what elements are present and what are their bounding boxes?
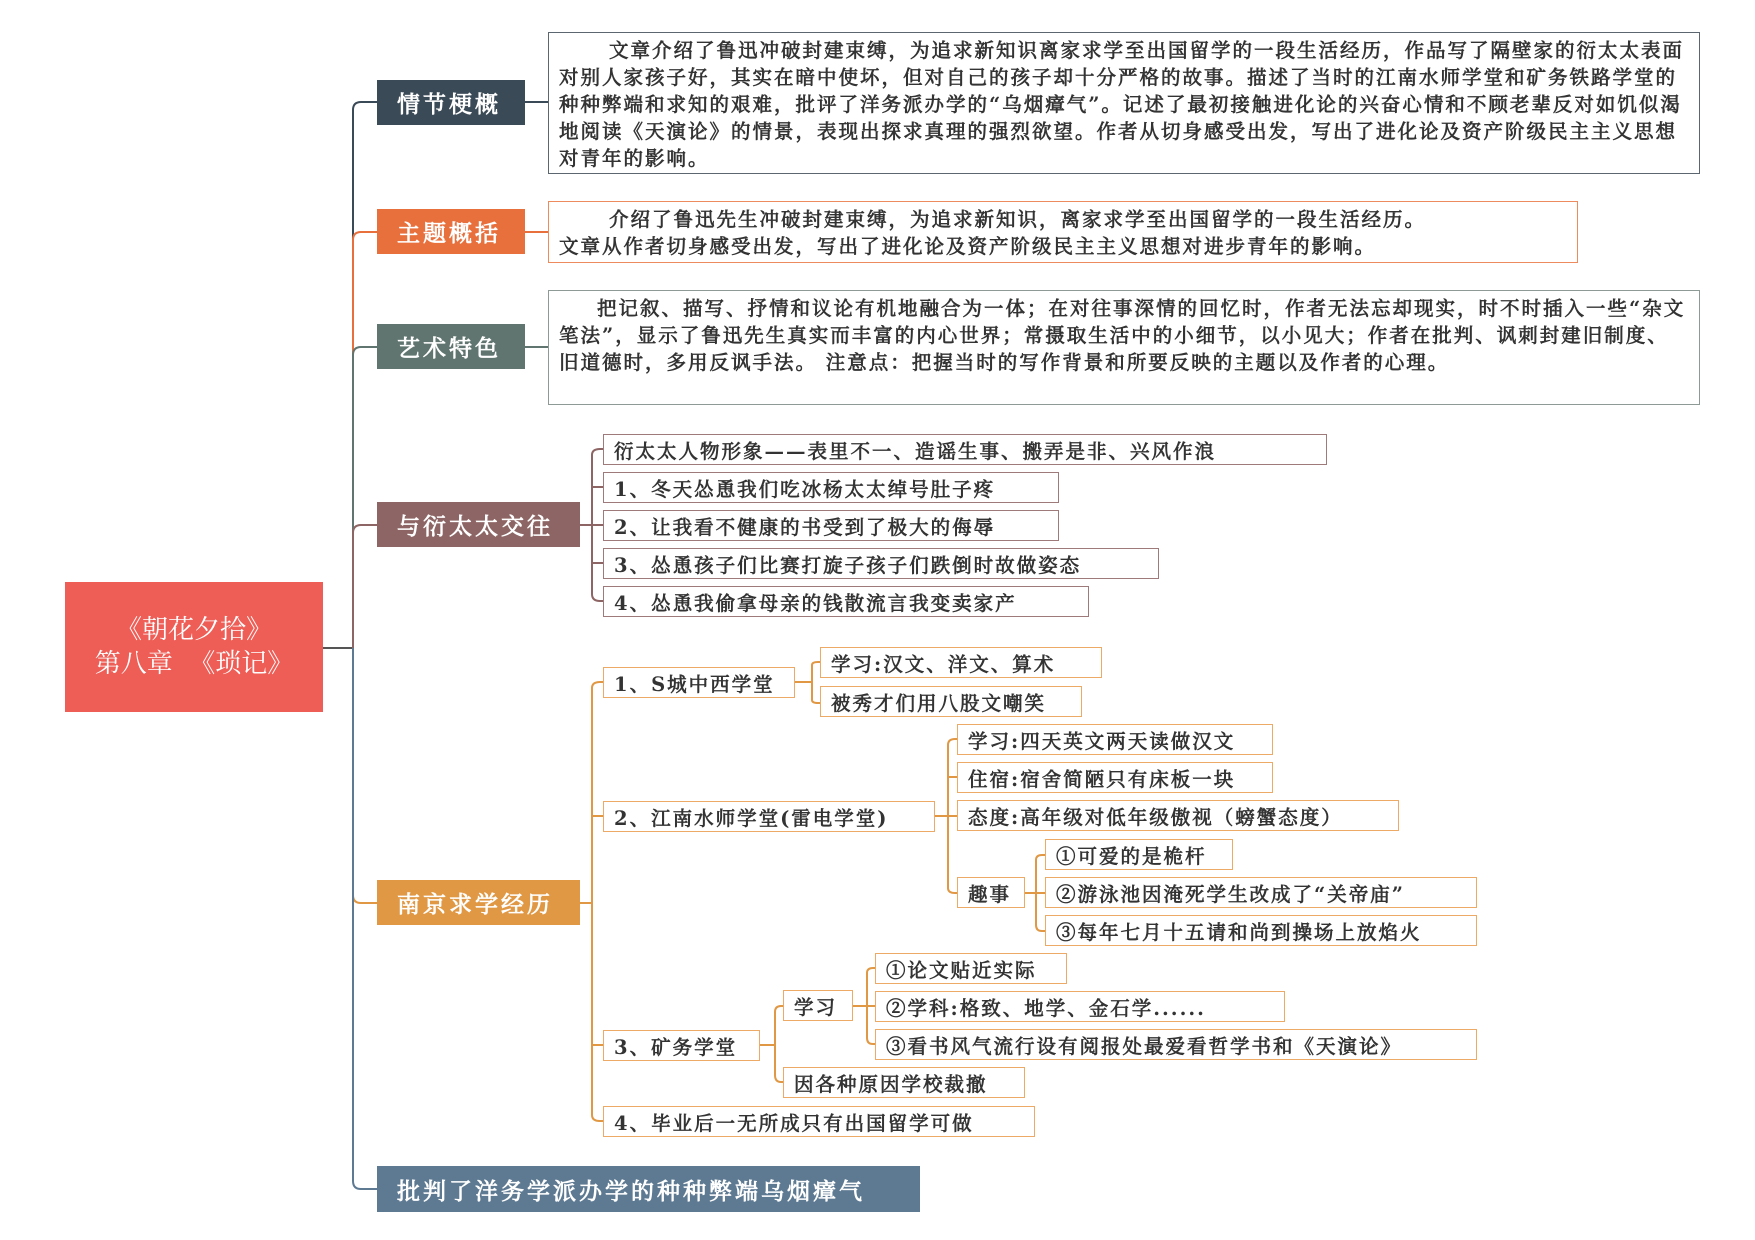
connector-to-theme <box>353 232 377 648</box>
connector-to-plot <box>353 102 377 648</box>
school3-closing-label: 因各种原因学校裁撤 <box>794 1072 988 1096</box>
connector-nanjing-items <box>580 682 603 1121</box>
connector-school2-items <box>935 739 957 893</box>
connector-study-items <box>853 968 875 1044</box>
yan-item-label: 1、冬天怂恿我们吃冰杨太太绰号肚子疼 <box>614 477 996 501</box>
connector-to-nanjing <box>353 648 377 903</box>
school2-study[interactable] <box>957 724 1273 755</box>
yan-item-label: 4、怂恿我偷拿母亲的钱散流言我变卖家产 <box>614 591 1017 615</box>
after-graduation[interactable] <box>603 1106 1035 1137</box>
branch-nanjing-study[interactable] <box>377 880 580 925</box>
yan-item-4[interactable] <box>603 586 1089 617</box>
school3-study-node[interactable] <box>783 990 853 1021</box>
school2-node[interactable] <box>603 801 935 832</box>
school1-item-label: 被秀才们用八股文嘲笑 <box>831 691 1047 715</box>
yan-item-1[interactable] <box>603 472 1059 503</box>
school2-attitude[interactable] <box>957 800 1399 831</box>
connector-to-art <box>353 347 377 648</box>
branch-plot-label: 情节梗概 <box>397 91 501 118</box>
school3-label: 3、矿务学堂 <box>614 1035 738 1059</box>
branch-nanjing-label: 南京求学经历 <box>397 891 553 918</box>
connector-to-yan <box>353 525 377 648</box>
branch-art-label: 艺术特色 <box>397 335 501 362</box>
study-item-1[interactable] <box>875 953 1067 984</box>
fun-item-label: ①可爱的是桅杆 <box>1056 844 1207 868</box>
fun-label: 趣事 <box>968 882 1012 906</box>
fun-item-3[interactable] <box>1045 915 1477 946</box>
school2-fun-node[interactable] <box>957 877 1025 908</box>
yan-item-label: 衍太太人物形象——表里不一、造谣生事、搬弄是非、兴风作浪 <box>614 439 1217 463</box>
school1-item-label: 学习:汉文、洋文、算术 <box>831 652 1056 676</box>
theme-line-2: 文章从作者切身感受出发，写出了进化论及资产阶级民主主义思想对进步青年的影响。 <box>559 235 1377 258</box>
study-item-2[interactable] <box>875 991 1285 1022</box>
fun-item-label: ③每年七月十五请和尚到操场上放焰火 <box>1056 920 1422 944</box>
fun-item-label: ②游泳池因淹死学生改成了“关帝庙” <box>1056 882 1405 906</box>
school2-item-label: 学习:四天英文两天读做汉文 <box>968 729 1236 753</box>
school1-node[interactable] <box>603 667 795 698</box>
study-item-label: ①论文贴近实际 <box>886 958 1037 982</box>
theme-line-1: 介绍了鲁迅先生冲破封建束缚，为追求新知识，离家求学至出国留学的一段生活经历。 <box>609 208 1427 231</box>
branch-theme-label: 主题概括 <box>397 220 501 247</box>
connector-school1-items <box>795 662 820 703</box>
school2-label: 2、江南水师学堂(雷电学堂) <box>614 806 889 830</box>
branch-critique-label: 批判了洋务学派办学的种种弊端乌烟瘴气 <box>397 1177 865 1205</box>
yan-item-label: 3、怂恿孩子们比赛打旋子孩子们跌倒时故做姿态 <box>614 553 1082 577</box>
connector-yan-items <box>580 449 603 601</box>
school3-closing[interactable] <box>783 1067 1025 1098</box>
yan-item-3[interactable] <box>603 548 1159 579</box>
yan-item-portrait[interactable] <box>603 434 1327 465</box>
connector-fun-items <box>1025 855 1045 931</box>
connector-school3-items <box>760 1006 783 1082</box>
yan-item-label: 2、让我看不健康的书受到了极大的侮辱 <box>614 515 996 539</box>
theme-summary-text <box>548 201 1578 263</box>
branch-plot-summary[interactable] <box>377 80 525 125</box>
school1-item-1[interactable] <box>820 647 1102 678</box>
study-item-label: ②学科:格致、地学、金石学...... <box>886 996 1206 1020</box>
branch-yan-label: 与衍太太交往 <box>397 513 553 540</box>
root-node[interactable] <box>65 582 323 712</box>
art-paragraph: 把记叙、描写、抒情和议论有机地融合为一体；在对往事深情的回忆时，作者无法忘却现实，时不时插入一些“杂文笔法”，显示了鲁迅先生真实而丰富的内心世界；常摄取生活中的小细节，以小见大；作者在批判、讽刺封建旧制度、旧道德时，多用反讽手法。 注意点：把握当时的写作背景和所要反映的主题以及作者的心理。 <box>559 297 1686 374</box>
root-title: 《朝花夕拾》 <box>115 615 272 645</box>
school2-item-label: 态度:高年级对低年级傲视（螃蟹态度） <box>968 805 1343 829</box>
school2-lodging[interactable] <box>957 762 1273 793</box>
plot-summary-paragraph: 文章介绍了鲁迅冲破封建束缚，为追求新知识离家求学至出国留学的一段生活经历，作品写了隔壁家的衍太太表面对别人家孩子好，其实在暗中使坏，但对自己的孩子却十分严格的故事。描述了当时的江南水师学堂和矿务铁路学堂的种种弊端和求知的艰难，批评了洋务派办学的“乌烟瘴气”。记述了最初接触进化论的兴奋心情和不顾老辈反对如饥似渴地阅读《天演论》的情景，表现出探求真理的强烈欲望。作者从切身感受出发，写出了进化论及资产阶级民主主义思想对青年的影响。 <box>559 39 1685 170</box>
study-item-label: ③看书风气流行设有阅报处最爱看哲学书和《天演论》 <box>886 1034 1403 1058</box>
school2-item-label: 住宿:宿舍简陋只有床板一块 <box>968 767 1236 791</box>
root-subtitle: 第八章 《琐记》 <box>94 649 294 679</box>
school3-study-label: 学习 <box>794 995 838 1019</box>
branch-critique[interactable] <box>377 1166 920 1212</box>
branch-theme-summary[interactable] <box>377 209 525 254</box>
artistic-features-text <box>548 290 1700 405</box>
connector-to-critique <box>353 648 377 1189</box>
after-graduation-label: 4、毕业后一无所成只有出国留学可做 <box>614 1111 974 1135</box>
fun-item-2[interactable] <box>1045 877 1477 908</box>
plot-summary-text <box>548 32 1700 174</box>
school1-label: 1、S城中西学堂 <box>614 672 775 696</box>
branch-yan-taitai[interactable] <box>377 502 580 547</box>
fun-item-1[interactable] <box>1045 839 1233 870</box>
school1-item-2[interactable] <box>820 686 1082 717</box>
school3-node[interactable] <box>603 1030 760 1061</box>
branch-artistic-features[interactable] <box>377 324 525 369</box>
yan-item-2[interactable] <box>603 510 1059 541</box>
study-item-3[interactable] <box>875 1029 1477 1060</box>
